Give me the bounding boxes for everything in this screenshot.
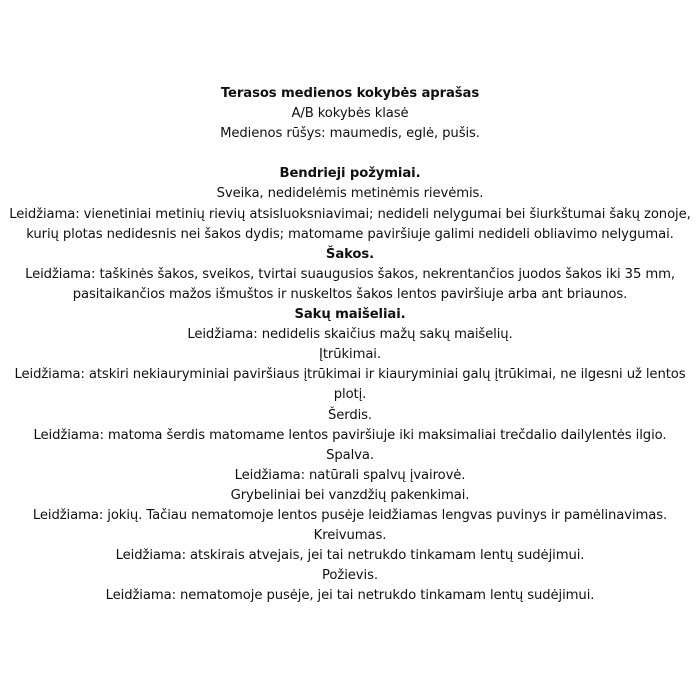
fungal-damage-heading: Grybeliniai bei vanzdžių pakenkimai. — [230, 487, 470, 503]
knots-text: Leidžiama: taškinės šakos, sveikos, tvirtai suaugusios šakos, nekrentančios juodos šakos iki 35 mm, pasitaikančios mažos išmuštos ir nuskeltos šakos lentos paviršiuje arba ant briaunos. — [25, 266, 675, 302]
fungal-damage-text: Leidžiama: jokių. Tačiau nematomoje lentos pusėje leidžiamas lengvas puvinys ir pamėlinavimas. — [32, 507, 668, 523]
core-heading: Šerdis. — [327, 407, 373, 423]
color-text: Leidžiama: natūrali spalvų įvairovė. — [234, 467, 466, 483]
general-features-text-1: Sveika, nedidelėmis metinėmis rievėmis. — [216, 186, 484, 202]
resin-pockets-heading: Sakų maišeliai. — [294, 307, 406, 323]
warp-heading: Kreivumas. — [313, 528, 387, 544]
document-title: Terasos medienos kokybės aprašas — [220, 86, 480, 101]
blank-line — [0, 144, 700, 164]
color-heading: Spalva. — [326, 447, 374, 463]
wane-heading: Požievis. — [322, 568, 378, 584]
knots-heading: Šakos. — [325, 246, 375, 262]
warp-text: Leidžiama: atskirais atvejais, jei tai netrukdo tinkamam lentų sudėjimui. — [115, 548, 585, 564]
general-features-text-2: Leidžiama: vienetiniai metinių rievių atsisluoksniavimai; nedideli nelygumai bei šiurkštumai šakų zonoje, kurių plotas nedidesnis nei šakos dydis; matomame paviršiuje galimi nedideli obliavimo nelygumai. — [9, 206, 691, 242]
core-text: Leidžiama: matoma šerdis matomame lentos paviršiuje iki maksimaliai trečdalio dailylentės ilgio. — [33, 427, 667, 443]
wood-species-line: Medienos rūšys: maumedis, eglė, pušis. — [220, 126, 480, 142]
general-features-heading: Bendrieji požymiai. — [279, 166, 421, 182]
wane-text: Leidžiama: nematomoje pusėje, jei tai netrukdo tinkamam lentų sudėjimui. — [105, 588, 595, 604]
cracks-heading: Įtrūkimai. — [319, 347, 381, 363]
quality-class-line: A/B kokybės klasė — [291, 106, 409, 122]
resin-pockets-text: Leidžiama: nedidelis skaičius mažų sakų maišelių. — [187, 327, 513, 343]
quality-description-document — [0, 84, 700, 606]
cracks-text: Leidžiama: atskiri nekiauryminiai paviršiaus įtrūkimai ir kiauryminiai galų įtrūkimai, ne ilgesni už lentos plotį. — [14, 367, 686, 403]
